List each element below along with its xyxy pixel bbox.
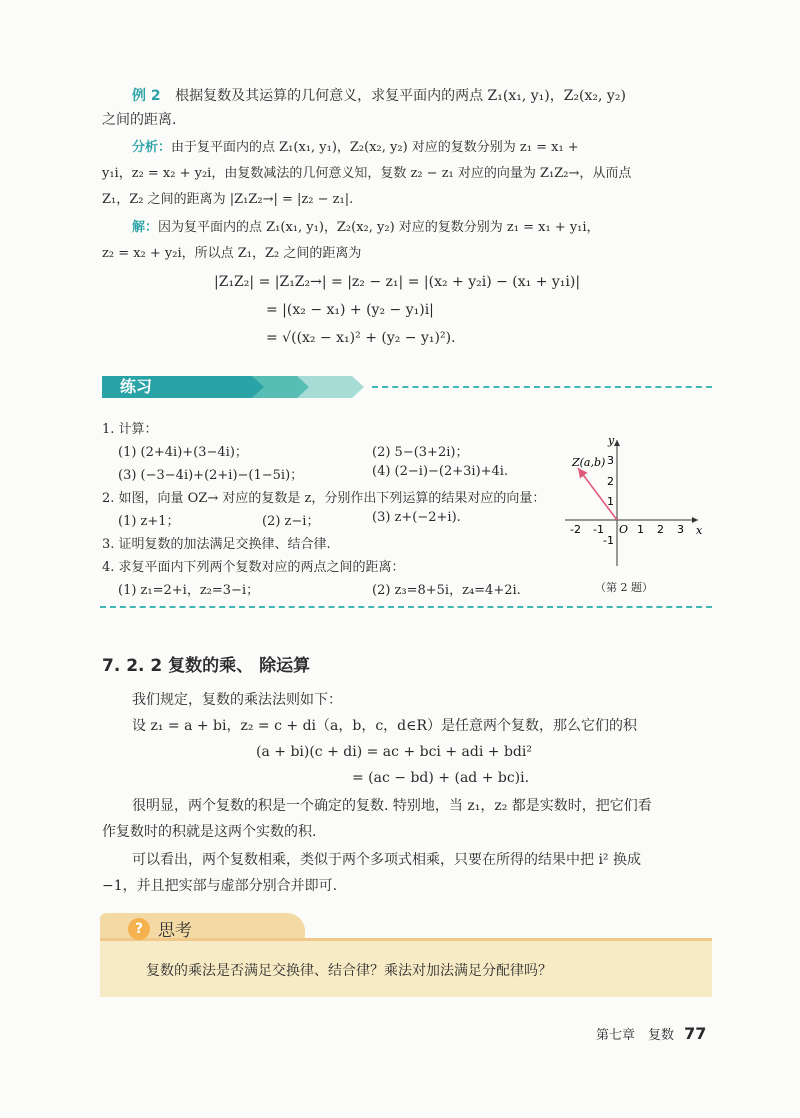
exercise-q2: 2. 如图，向量 OZ→ 对应的复数是 z，分别作出下列运算的结果对应的向量： <box>102 491 546 506</box>
exercise-q4-b: (2) z₃=8+5i，z₄=4+2i. <box>372 583 521 598</box>
exercise-q2-a: (1) z+1； <box>118 514 180 529</box>
solution-equation-2: = |(x₂ − x₁) + (y₂ − y₁)i| <box>266 302 434 318</box>
section-title: 7. 2. 2 复数的乘、 除运算 <box>102 656 311 676</box>
section-paragraph-3-line1: 很明显，两个复数的积是一个确定的复数. 特别地，当 z₁，z₂ 都是实数时，把它们看 <box>132 798 652 814</box>
example-text-line2: 之间的距离. <box>102 112 177 128</box>
section-paragraph-1: 我们规定，复数的乘法法则如下： <box>132 692 342 708</box>
multiplication-equation-2: = (ac − bd) + (ad + bc)i. <box>352 770 530 786</box>
exercise-q2-b: (2) z−i； <box>262 514 320 529</box>
exercise-q4-a: (1) z₁=2+i，z₂=3−i； <box>118 583 260 598</box>
x-tick-label: 3 <box>677 523 684 536</box>
exercise-q1-b: (2) 5−(3+2i)； <box>372 445 469 460</box>
x-tick-label: -1 <box>593 523 604 536</box>
section-paragraph-4-line2: −1，并且把实部与虚部分别合并即可. <box>102 878 338 894</box>
think-title: 思考 <box>158 921 192 941</box>
section-paragraph-3-line2: 作复数时的积就是这两个实数的积. <box>102 824 317 840</box>
multiplication-equation-1: (a + bi)(c + di) = ac + bci + adi + bdi² <box>256 744 532 760</box>
exercise-q2-c: (3) z+(−2+i). <box>372 510 461 525</box>
analysis-line1 <box>132 136 579 160</box>
solution-equation-1: |Z₁Z₂| = |Z₁Z₂→| = |z₂ − z₁| = |(x₂ + y₂i) − (x₁ + y₁i)| <box>214 274 581 290</box>
point-label: Z(a,b) <box>572 456 606 469</box>
think-text: 复数的乘法是否满足交换律、结合律？乘法对加法满足分配律吗？ <box>146 963 552 979</box>
solution-label: 解： <box>132 220 159 235</box>
analysis-text-1: 由于复平面内的点 Z₁(x₁, y₁)，Z₂(x₂, y₂) 对应的复数分别为 z₁ = x₁ + <box>171 140 579 155</box>
x-tick-label: -2 <box>570 523 581 536</box>
y-tick-label: 3 <box>607 454 614 467</box>
y-tick-label: 1 <box>607 495 614 508</box>
example-label: 例 2 <box>132 88 161 104</box>
exercise-q1-a: (1) (2+4i)+(3−4i)； <box>118 445 248 460</box>
example-text-line1: 根据复数及其运算的几何意义，求复平面内的两点 Z₁(x₁, y₁)，Z₂(x₂, y₂) <box>175 88 626 104</box>
example-heading <box>132 84 626 108</box>
origin-label: O <box>619 523 629 536</box>
x-tick-label: 1 <box>637 523 644 536</box>
y-tick-label: -1 <box>603 534 614 547</box>
exercise-bottom-divider <box>100 606 712 608</box>
y-tick-label: 2 <box>607 475 614 488</box>
section-paragraph-2: 设 z₁ = a + bi，z₂ = c + di（a，b，c，d∈R）是任意两个复数，那么它们的积 <box>132 718 638 734</box>
y-axis-label: y <box>608 434 615 447</box>
exercise-title: 练习 <box>120 377 153 396</box>
exercise-q1-c: (3) (−3−4i)+(2+i)−(1−5i)； <box>118 468 304 483</box>
x-axis-label: x <box>696 524 703 537</box>
exercise-top-divider <box>372 386 712 388</box>
solution-line1 <box>132 216 600 240</box>
solution-text-1: 因为复平面内的点 Z₁(x₁, y₁)，Z₂(x₂, y₂) 对应的复数分别为 z₁ = x₁ + y₁i， <box>158 220 600 235</box>
exercise-q1-d: (4) (2−i)−(2+3i)+4i. <box>372 464 509 479</box>
section-paragraph-4-line1: 可以看出，两个复数相乘，类似于两个多项式相乘，只要在所得的结果中把 i² 换成 <box>132 852 641 868</box>
figure-caption: （第 2 题） <box>595 581 653 594</box>
x-tick-label: 2 <box>657 523 664 536</box>
page-number: 77 <box>684 1024 707 1043</box>
solution-line2: z₂ = x₂ + y₂i，所以点 Z₁，Z₂ 之间的距离为 <box>102 246 362 261</box>
page-footer <box>596 1024 706 1043</box>
solution-equation-3: = √((x₂ − x₁)² + (y₂ − y₁)²). <box>266 330 456 346</box>
chapter-label: 第七章 复数 <box>596 1028 675 1043</box>
exercise-q1: 1. 计算： <box>102 422 158 437</box>
analysis-line3: Z₁，Z₂ 之间的距离为 |Z₁Z₂→| = |z₂ − z₁|. <box>102 192 354 207</box>
analysis-line2: y₁i，z₂ = x₂ + y₂i，由复数减法的几何意义知，复数 z₂ − z₁ 对应的向量为 Z₁Z₂→，从而点 <box>102 166 632 181</box>
exercise-q3: 3. 证明复数的加法满足交换律、结合律. <box>102 537 331 552</box>
analysis-label: 分析： <box>132 140 172 155</box>
complex-plane-figure <box>560 434 710 574</box>
exercise-q4: 4. 求复平面内下列两个复数对应的两点之间的距离： <box>102 560 405 575</box>
question-icon: ? <box>128 918 150 940</box>
